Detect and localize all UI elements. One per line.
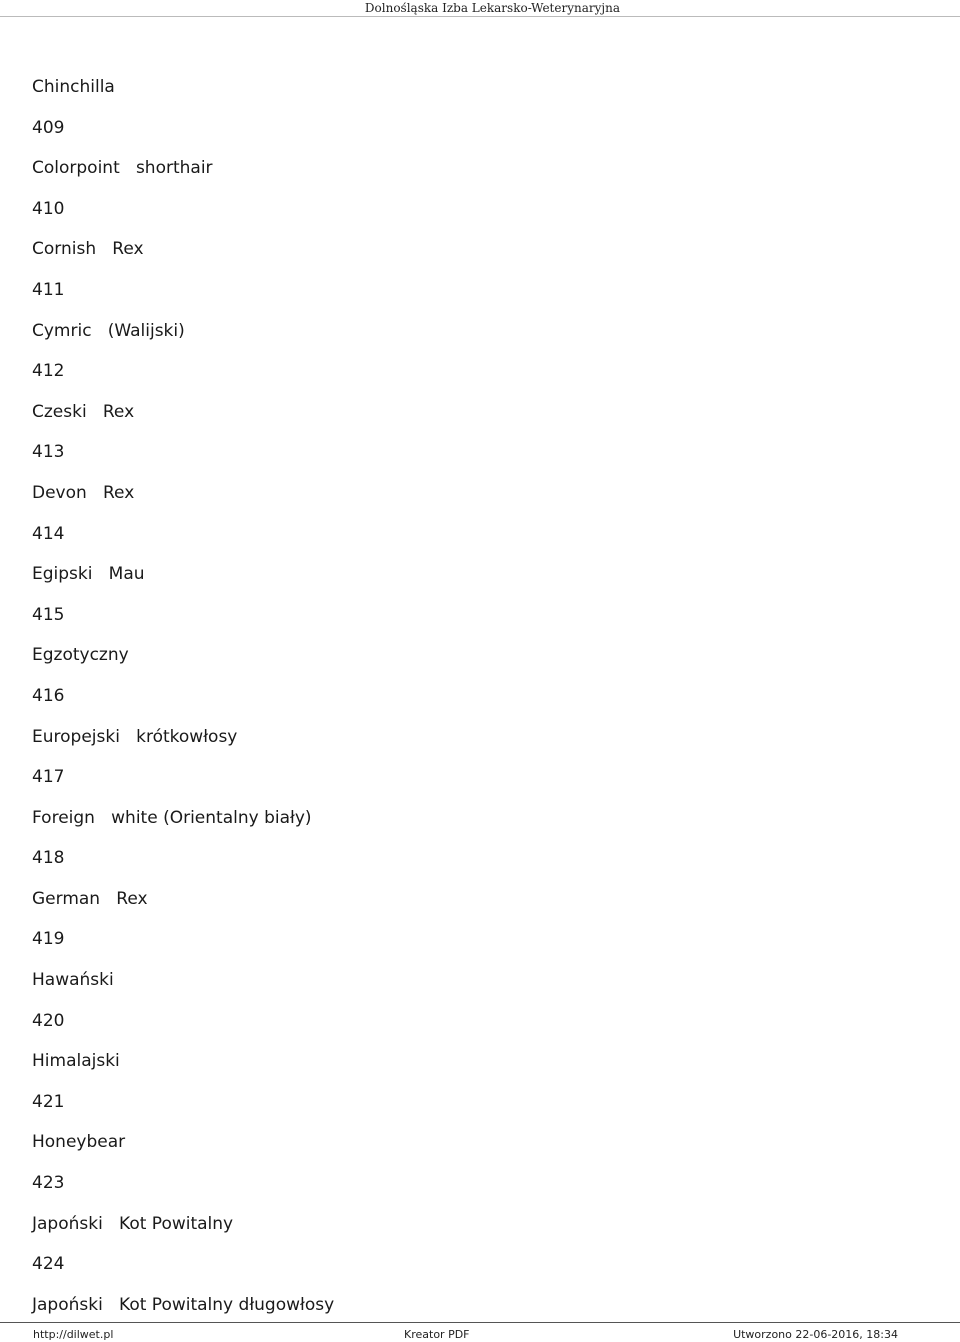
list-item: 413 bbox=[32, 442, 65, 463]
list-item: 410 bbox=[32, 198, 65, 219]
page-footer bbox=[0, 1322, 960, 1342]
list-item: Colorpoint shorthair bbox=[32, 158, 213, 179]
list-item: Hawański bbox=[32, 970, 114, 991]
list-item: Honeybear bbox=[32, 1132, 126, 1153]
list-item: Japoński Kot Powitalny długowłosy bbox=[32, 1294, 335, 1315]
list-item: 414 bbox=[32, 523, 65, 544]
list-item: Egzotyczny bbox=[32, 645, 129, 666]
list-item: Foreign white (Orientalny biały) bbox=[32, 807, 312, 828]
header-title: Dolnośląska Izba Lekarsko-Weterynaryjna bbox=[364, 1, 620, 15]
list-item: Cymric (Walijski) bbox=[32, 320, 185, 341]
list-item: 424 bbox=[32, 1254, 65, 1275]
header-divider bbox=[0, 16, 960, 17]
list-item: German Rex bbox=[32, 888, 148, 909]
footer-creator: Kreator PDF bbox=[404, 1328, 470, 1341]
breed-list bbox=[32, 72, 334, 1330]
page-header bbox=[0, 0, 960, 18]
list-item: Himalajski bbox=[32, 1051, 120, 1072]
list-item: 418 bbox=[32, 848, 65, 869]
list-item: 415 bbox=[32, 604, 65, 625]
list-item: 412 bbox=[32, 361, 65, 382]
footer-created-timestamp: Utworzono 22-06-2016, 18:34 bbox=[733, 1328, 898, 1341]
list-item: 421 bbox=[32, 1091, 65, 1112]
list-item: Cornish Rex bbox=[32, 239, 144, 260]
list-item: Egipski Mau bbox=[32, 564, 145, 585]
list-item: 423 bbox=[32, 1173, 65, 1194]
list-item: 409 bbox=[32, 117, 65, 138]
list-item: 417 bbox=[32, 767, 65, 788]
list-item: Chinchilla bbox=[32, 77, 115, 97]
list-item: Devon Rex bbox=[32, 482, 135, 503]
list-item: 416 bbox=[32, 685, 65, 706]
list-item: 411 bbox=[32, 279, 65, 300]
footer-url-link[interactable]: http://dilwet.pl bbox=[33, 1328, 114, 1341]
list-item: Europejski krótkowłosy bbox=[32, 726, 238, 747]
list-item: Japoński Kot Powitalny bbox=[32, 1213, 234, 1234]
list-item: Czeski Rex bbox=[32, 401, 135, 422]
list-item: 420 bbox=[32, 1010, 65, 1031]
list-item: 419 bbox=[32, 929, 65, 950]
